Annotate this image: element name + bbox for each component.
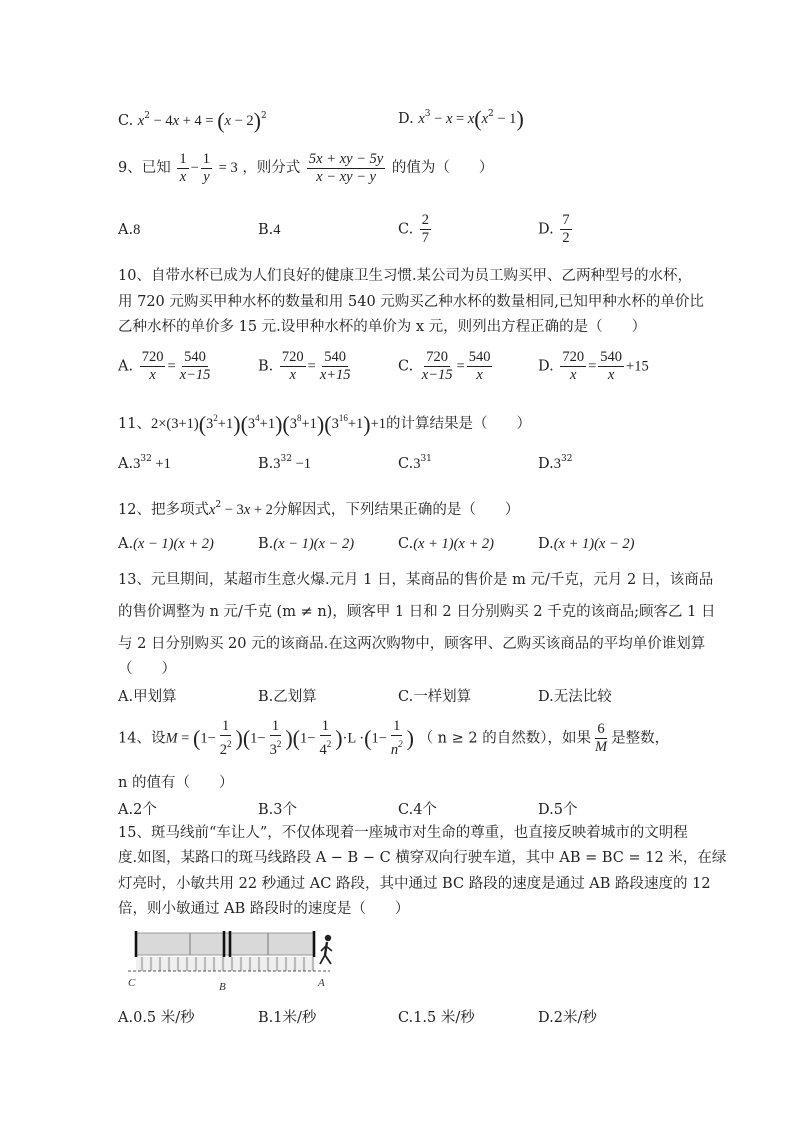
q12-option-b <box>258 536 354 553</box>
option-label: C. <box>398 221 414 238</box>
option-label: D. <box>538 221 554 238</box>
q9-frac-1-over-x: $\frac{1}{x}$ <box>179 150 187 185</box>
q9-option-a <box>118 222 140 239</box>
option-label: A. <box>118 222 134 238</box>
frac-den: x <box>607 367 615 383</box>
option-label: A. <box>118 456 134 472</box>
q9-fraction <box>307 151 385 186</box>
option-text: (x − 1)(x + 2) <box>133 536 214 552</box>
option-text: (x + 1)(x + 2) <box>413 536 494 552</box>
option-exp: 32 <box>560 454 573 464</box>
option-fraction <box>420 212 431 247</box>
option-label: D. <box>398 111 414 127</box>
frac-num: 6 <box>597 721 605 737</box>
option-label: A. <box>118 802 134 818</box>
q12-polynomial: x <box>208 502 216 518</box>
option-base: 3 <box>413 456 421 472</box>
q13-line1: 13、元旦期间，某超市生意火爆.元月 1 日，某商品的售价是 m 元/千克，元月 2 日，该商品 <box>118 572 714 588</box>
option-label: C. <box>398 1010 414 1026</box>
q14-term-3: $\frac{1}{4^2}$ <box>319 718 332 758</box>
option-label: C. <box>398 802 414 818</box>
q11-option-d <box>538 454 572 473</box>
point-c-label: C <box>128 977 136 989</box>
option-label: A. <box>118 689 134 705</box>
q15-option-d <box>538 1006 597 1027</box>
option-text: 0.5 米/秒 <box>133 1010 195 1026</box>
zebra-stripes <box>136 957 314 971</box>
frac-den: x−15 <box>421 367 453 383</box>
frac-den: M <box>594 739 608 755</box>
option-text: 2米/秒 <box>553 1010 597 1026</box>
q14-line2: n 的值有（ ） <box>118 775 234 791</box>
option-label: C. <box>398 536 414 552</box>
option-label: B. <box>258 802 274 818</box>
option-label: D. <box>538 536 554 552</box>
frac-num: 720 <box>562 349 585 365</box>
q15-option-b <box>258 1006 316 1027</box>
q14-option-b <box>258 798 297 819</box>
point-a-label: A <box>318 977 325 989</box>
q11-expression: $2\times(3+1)(3^2+1)(3^4+1)(3^8+1)(3^{16}+1)+1$ <box>150 411 387 437</box>
frac-num: 720 <box>281 349 304 365</box>
option-label: B. <box>258 222 274 238</box>
q14-option-c <box>398 798 437 819</box>
q13-option-b <box>258 685 317 706</box>
q14-option-a <box>118 798 157 819</box>
option-label: A. <box>118 358 134 375</box>
frac-den: x <box>569 367 577 383</box>
q14-condition-tail: 是整数， <box>611 730 670 747</box>
option-base: 3 <box>553 456 561 472</box>
option-value: 4 <box>273 222 281 238</box>
frac-den: x <box>476 367 483 383</box>
q9-frac-num: 5x + xy − 5y <box>308 150 384 167</box>
rhs-fraction <box>178 349 213 384</box>
frac-num: 720 <box>141 349 164 365</box>
q9-prefix: 9、已知 <box>118 160 171 176</box>
q13-option-d <box>538 685 612 706</box>
frac-num: 540 <box>468 349 491 365</box>
q9-option-b <box>258 222 281 239</box>
q14-prefix: 14、设 <box>118 730 166 747</box>
q12-option-c <box>398 536 494 553</box>
option-label: B. <box>258 536 274 552</box>
option-exp: 31 <box>420 454 432 464</box>
q9-frac-1-over-y: $\frac{1}{y}$ <box>202 150 211 185</box>
rhs-fraction <box>318 349 353 384</box>
q11-prefix: 11、 <box>118 416 151 432</box>
q10-option-b: B. $\frac{720}{x}$ = $\frac{540}{x+15}$ <box>258 349 351 383</box>
q15-option-c <box>398 1006 475 1027</box>
option-label: A. <box>118 1010 134 1026</box>
option-exp: 32 <box>280 454 292 464</box>
q11-stem <box>118 408 531 435</box>
q8-d-math: x <box>418 111 425 127</box>
q13-line2: 的售价调整为 n 元/千克 (m ≠ n)，顾客甲 1 日和 2 日分别购买 2 千克的该商品;顾客乙 1 日 <box>118 604 716 620</box>
frac-num: 540 <box>600 349 623 365</box>
q11-option-a <box>118 454 171 473</box>
lhs-fraction <box>420 349 455 384</box>
option-tail: +1 <box>151 456 171 472</box>
q14-option-d <box>538 798 577 819</box>
option-exp: 32 <box>140 454 152 464</box>
pedestrian-icon <box>320 935 332 964</box>
q9-mid: ，则分式 <box>242 160 301 176</box>
q13-option-c <box>398 685 471 706</box>
option-base: 3 <box>273 456 281 472</box>
q15-line3: 灯亮时，小敏共用 22 秒通过 AC 路段，其中通过 BC 路段的速度是通过 AB 路段速度的 12 <box>118 876 711 892</box>
q8-option-c: C. $x^2 - 4x + 4 = (x - 2)^2$ <box>118 108 267 133</box>
q15-crosswalk-figure <box>118 924 348 996</box>
frac-num: 540 <box>324 349 347 365</box>
q14-condition: （ n ≥ 2 的自然数），如果 <box>418 730 591 747</box>
q9-cond-eq: = 3 <box>218 160 238 176</box>
frac-den: x+15 <box>319 367 351 383</box>
frac-den: 2 <box>562 230 570 246</box>
lhs-fraction <box>280 349 306 384</box>
q10-line1: 10、自带水杯已成为人们良好的健康卫生习惯.某公司为员工购买甲、乙两种型号的水杯， <box>118 268 693 284</box>
q14-term-2: $\frac{1}{3^2}$ <box>269 718 282 758</box>
q10-option-a: A. $\frac{720}{x}$ = $\frac{540}{x-15}$ <box>118 349 211 383</box>
q11-option-b <box>258 454 311 473</box>
q15-line4: 倍，则小敏通过 AB 路段时的速度是（ ） <box>118 901 410 917</box>
frac-num: 2 <box>421 212 430 228</box>
q14-term-n: $\frac{1}{n^2}$ <box>390 718 403 758</box>
option-label: D. <box>538 358 554 375</box>
q8-c-math: x <box>137 113 145 129</box>
q10-option-c: C. $\frac{720}{x-15}$ = $\frac{540}{x}$ <box>398 349 491 383</box>
q9-suffix: 的值为（ ） <box>391 160 494 176</box>
option-text: 1.5 米/秒 <box>413 1010 475 1026</box>
q11-suffix: 的计算结果是（ ） <box>386 416 532 432</box>
option-text: (x − 1)(x − 2) <box>273 536 355 552</box>
frac-den: x <box>289 367 296 383</box>
q13-option-a <box>118 685 177 706</box>
q12-suffix: 分解因式，下列结果正确的是（ ） <box>272 502 520 518</box>
option-label: A. <box>118 536 134 552</box>
option-label: D. <box>538 1010 554 1026</box>
q11-option-c <box>398 454 432 473</box>
frac-den: x−15 <box>179 367 211 383</box>
lhs-fraction <box>140 349 166 384</box>
q13-line4: （ ） <box>118 661 176 677</box>
q15-line2: 度.如图，某路口的斑马线路段 A − B − C 横穿双向行驶车道，其中 AB = BC = 12 米，在绿 <box>118 850 727 866</box>
option-label: C. <box>398 689 414 705</box>
option-tail: −1 <box>291 456 312 472</box>
q14-term-1: $\frac{1}{2^2}$ <box>219 718 232 758</box>
q10-line2: 用 720 元购买甲种水杯的数量和用 540 元购买乙种水杯的数量相同,已知甲种水杯的单价比 <box>118 294 704 310</box>
frac-den: x <box>149 367 156 383</box>
q12-option-d <box>538 536 634 553</box>
option-text: (x + 1)(x − 2) <box>553 536 635 552</box>
point-b-label: B <box>219 981 226 993</box>
q13-line3: 与 2 日分别购买 20 元的该商品.在这两次购物中，顾客甲、乙购买该商品的平均单价谁划算 <box>118 636 706 652</box>
q12-stem: 12、把多项式$x^2 - 3x + 2$分解因式，下列结果正确的是（ ） <box>118 500 520 518</box>
option-label: D. <box>538 689 554 705</box>
rhs-fraction <box>598 349 624 384</box>
q10-option-d: D. $\frac{720}{x}$ = $\frac{540}{x}$ +15 <box>538 349 649 383</box>
option-text: 2个 <box>133 802 157 818</box>
option-label: B. <box>258 1010 274 1026</box>
option-label: C. <box>118 113 134 129</box>
lhs-fraction <box>560 349 586 384</box>
option-fraction <box>560 212 571 247</box>
option-text: 5个 <box>553 802 578 818</box>
option-label: D. <box>538 456 554 472</box>
option-text: 一样划算 <box>413 689 472 705</box>
option-label: B. <box>258 456 274 472</box>
option-label: D. <box>538 802 554 818</box>
option-tail: +15 <box>626 358 649 375</box>
q8-option-d: D. $x^3 - x = x(x^2 - 1)$ <box>398 106 524 131</box>
option-text: 3个 <box>273 802 297 818</box>
option-label: B. <box>258 689 274 705</box>
option-value: 8 <box>133 222 141 238</box>
q9-frac-den: x − xy − y <box>316 168 376 185</box>
q15-option-a <box>118 1006 195 1027</box>
option-text: 1米/秒 <box>273 1010 317 1026</box>
frac-num: 720 <box>426 349 449 365</box>
q15-line1: 15、斑马线前“车让人”，不仅体现着一座城市对生命的尊重，也直接反映着城市的文明程 <box>118 825 688 841</box>
frac-num: 540 <box>184 349 206 365</box>
q14-stem: 14、设M = (1− $\frac{1}{2^2}$ )(1− $\frac{1}{3^2}$ )(1− $\frac{1}{4^2}$ )·L ·(1− $\frac{1}{n^2}$ ) （ n ≥ 2 的自然数），如果 $\frac{6}{M}$ 是整数， <box>118 718 670 758</box>
q10-line3: 乙种水杯的单价多 15 元.设甲种水杯的单价为 x 元，则列出方程正确的是（ ） <box>118 319 647 335</box>
option-text: 甲划算 <box>133 689 177 705</box>
q12-option-a <box>118 536 214 553</box>
q9-option-c <box>398 212 433 247</box>
q12-prefix: 12、把多项式 <box>118 502 209 518</box>
option-label: C. <box>398 456 414 472</box>
option-text: 无法比较 <box>553 689 612 705</box>
rhs-fraction <box>467 349 493 384</box>
option-label: B. <box>258 358 274 375</box>
q14-six-over-m <box>593 721 609 756</box>
option-label: C. <box>398 358 414 375</box>
option-base: 3 <box>133 456 141 472</box>
q9-option-d <box>538 212 574 247</box>
option-text: 乙划算 <box>273 689 317 705</box>
option-text: 4个 <box>413 802 437 818</box>
frac-den: 7 <box>421 230 430 246</box>
frac-num: 7 <box>562 212 570 228</box>
q9-stem: 9、已知 $\frac{1}{x}$ − $\frac{1}{y}$ = 3 ，则分式 $\frac{5x + xy - 5y}{x - xy - y}$ 的值为（ ） <box>118 150 494 185</box>
